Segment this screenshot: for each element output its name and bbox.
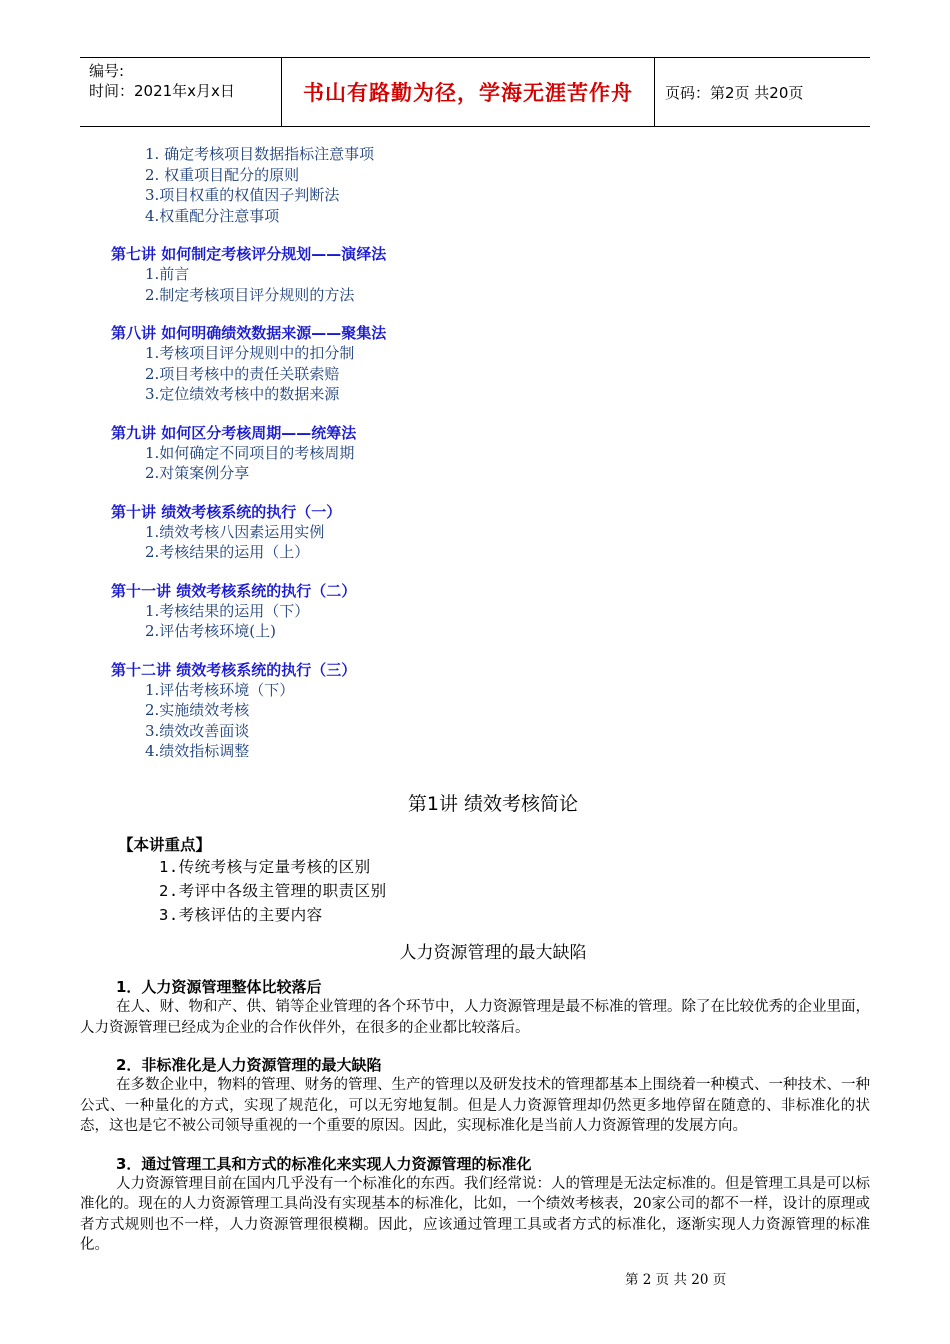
toc-item: 3.定位绩效考核中的数据来源 [145, 385, 340, 403]
paragraph [80, 978, 870, 1038]
toc-section-10 [0, 502, 950, 563]
toc-item: 1.前言 [145, 265, 190, 283]
toc-item: 2.项目考核中的责任关联索赔 [145, 364, 340, 383]
toc-section-8 [0, 323, 950, 405]
document-time-label: 时间：2021年x月x日 [89, 82, 235, 100]
toc-item: 4.权重配分注意事项 [145, 206, 280, 225]
key-point-item: 1.传统考核与定量考核的区别 [159, 858, 371, 876]
toc-item: 1. 确定考核项目数据指标注意事项 [145, 145, 375, 163]
key-point-item: 2.考评中各级主管理的职责区别 [159, 882, 387, 900]
toc-item: 2.制定考核项目评分规则的方法 [145, 285, 355, 304]
toc-section-9 [0, 423, 950, 484]
toc-section-11 [0, 581, 950, 642]
header-motto: 书山有路勤为径，学海无涯苦作舟 [282, 58, 655, 126]
paragraph-heading: 1．人力资源管理整体比较落后 [116, 978, 322, 996]
toc-item: 4.绩效指标调整 [145, 742, 250, 760]
toc-section-title: 第七讲 如何制定考核评分规划——演绎法 [111, 245, 387, 263]
toc-section-title: 第十讲 绩效考核系统的执行（一） [111, 502, 342, 521]
toc-item: 2.实施绩效考核 [145, 701, 250, 719]
toc-item: 2.对策案例分享 [145, 464, 250, 482]
header-meta [80, 58, 282, 126]
page-footer: 第 2 页 共 20 页 [625, 1272, 727, 1288]
section-title: 人力资源管理的最大缺陷 [399, 943, 587, 963]
paragraph-text: 在人、财、物和产、供、销等企业管理的各个环节中，人力资源管理是最不标准的管理。除了在比较优秀的企业里面，人力资源管理已经成为企业的合作伙伴外，在很多的企业都比较落后。 [80, 999, 870, 1036]
page-header [80, 57, 870, 127]
toc-item: 1.评估考核环境（下） [145, 680, 295, 699]
paragraph [80, 1155, 870, 1256]
paragraph-text: 在多数企业中，物料的管理、财务的管理、生产的管理以及研发技术的管理都基本上围绕着一种模式、一种技术、一种公式、一种量化的方式，实现了规范化，可以无穷地复制。但是人力资源管理却仍然更多地停留在随意的、非标准化的状态，这也是它不被公司领导重视的一个重要的原因。因此，实现标准化是当前人力资源管理的发展方向。 [80, 1077, 870, 1134]
toc-lead-items [0, 144, 950, 226]
key-points [118, 833, 387, 927]
toc-section-title: 第十一讲 绩效考核系统的执行（二） [111, 581, 357, 600]
table-of-contents [0, 144, 950, 762]
toc-item: 2. 权重项目配分的原则 [145, 165, 300, 184]
toc-item: 2.评估考核环境(上) [145, 622, 277, 640]
header-page-info: 页码：第2页 共20页 [665, 83, 804, 102]
toc-item: 1.考核结果的运用（下） [145, 601, 310, 620]
toc-item: 1.考核项目评分规则中的扣分制 [145, 344, 355, 362]
toc-section-title: 第九讲 如何区分考核周期——统筹法 [111, 423, 357, 442]
lecture-title: 第1讲 绩效考核简论 [407, 793, 579, 815]
toc-item: 1.绩效考核八因素运用实例 [145, 522, 325, 541]
toc-section-12 [0, 660, 950, 762]
toc-item: 3.绩效改善面谈 [145, 721, 250, 740]
toc-section-title: 第十二讲 绩效考核系统的执行（三） [111, 660, 357, 679]
paragraph-text: 人力资源管理目前在国内几乎没有一个标准化的东西。我们经常说：人的管理是无法定标准的。但是管理工具是可以标准化的。现在的人力资源管理工具尚没有实现基本的标准化，比如，一个绩效考核表，20家公司的都不一样，设计的原理或者方式规则也不一样，人力资源管理很模糊。因此，应该通过管理工具或者方式的标准化，逐渐实现人力资源管理的标准化。 [80, 1175, 870, 1253]
document-number-label: 编号: [89, 62, 125, 80]
paragraph-heading: 3．通过管理工具和方式的标准化来实现人力资源管理的标准化 [116, 1154, 532, 1173]
toc-item: 1.如何确定不同项目的考核周期 [145, 443, 355, 462]
key-points-title: 【本讲重点】 [118, 836, 212, 854]
paragraph [80, 1056, 870, 1137]
toc-item: 2.考核结果的运用（上） [145, 543, 310, 561]
toc-section-title: 第八讲 如何明确绩效数据来源——聚集法 [111, 324, 387, 342]
toc-section-7 [0, 244, 950, 305]
key-point-item: 3.考核评估的主要内容 [159, 906, 323, 924]
body-text [80, 978, 870, 1274]
paragraph-heading: 2．非标准化是人力资源管理的最大缺陷 [116, 1056, 382, 1074]
toc-item: 3.项目权重的权值因子判断法 [145, 186, 340, 204]
